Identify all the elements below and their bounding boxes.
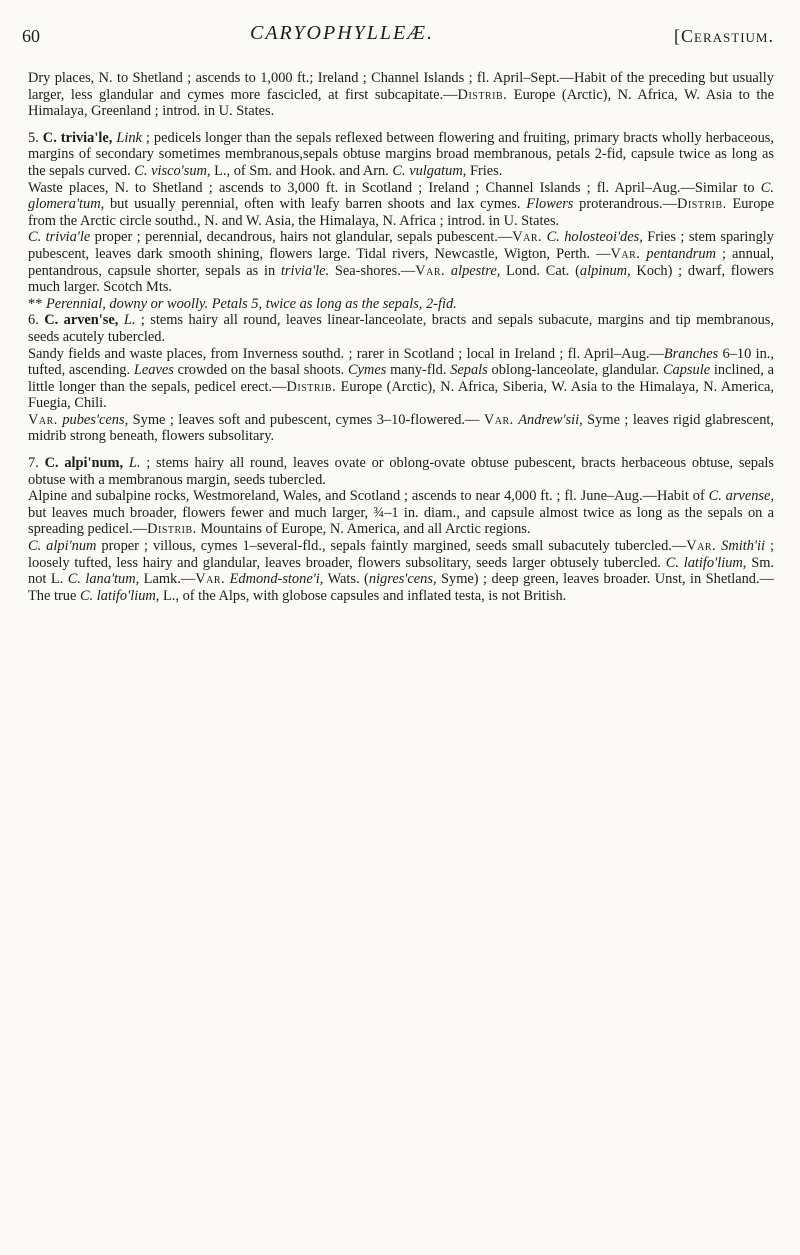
text-run: pentandrum (646, 245, 716, 262)
text-run: L. (128, 455, 141, 472)
page-header (22, 22, 774, 50)
page-number: 60 (22, 26, 40, 46)
text-run: Edmond-stone'i, (229, 571, 324, 588)
text-run: L. (123, 312, 136, 329)
text-run: Var. (483, 411, 514, 428)
text-run: C. trivia'le (28, 229, 91, 246)
text-run: C. lana'tum, (67, 571, 140, 588)
text-paragraph (28, 346, 774, 412)
text-paragraph (28, 412, 774, 445)
text-run: crowded on the basal shoots. (173, 362, 348, 379)
text-run: Fries. (466, 162, 503, 179)
text-run: Var. (28, 411, 58, 428)
text-run: C. visco'sum, (134, 162, 211, 179)
text-run: Sm. not L. (28, 554, 774, 588)
text-run: trivia'le. (280, 262, 330, 279)
text-run: Cymes (347, 362, 387, 379)
text-run: Capsule (662, 362, 711, 379)
text-paragraph (28, 312, 774, 345)
page-body-text (28, 70, 774, 604)
text-paragraph (28, 455, 774, 488)
text-run: ; stems hairy all round, leaves linear-lanceolate, bracts and sepals subacute, margins and tip membranous, seeds acutely tubercled. (28, 312, 774, 345)
text-run: Perennial, downy or woolly. Petals 5, twice as long as the sepals, 2-fid. (46, 295, 457, 312)
text-run: ; stems hairy all round, leaves ovate or oblong-ovate obtuse pubescent, bracts herbaceous obtuse, sepals obtuse with a membranous margin, seeds tubercled. (28, 455, 774, 488)
text-run: proper ; perennial, decandrous, hairs not glandular, sepals pubescent.— (90, 229, 513, 246)
text-run: ** (28, 295, 46, 312)
text-run: but leaves much broader, flowers fewer and much larger, ¾–1 in. diam., and capsule almost twice as long as the sepals on a spreading pedicel.— (28, 504, 774, 538)
text-run: C. arven'se, (44, 312, 119, 329)
text-run: ; pedicels longer than the sepals reflexed between flowering and fruiting, primary bracts wholly herbaceous, margins of secondary sometimes membranous,sepals obtuse margins broad membranous, petals 2-fid, capsule twice as long as the sepals curved. (28, 129, 774, 179)
text-run: Europe (Arctic), N. Africa, W. Asia to the Himalaya, Greenland ; introd. in U. States. (28, 86, 775, 120)
text-run: alpestre, (450, 262, 501, 279)
text-run: C. alpi'num (28, 538, 97, 555)
text-paragraph (28, 538, 774, 604)
text-run: Sandy fields and waste places, from Inverness southd. ; rarer in Scotland ; local in Ireland ; fl. April–Aug.— (28, 345, 664, 362)
text-paragraph (28, 296, 774, 313)
text-run: Var. (610, 245, 641, 262)
text-run: C. glomera'tum, (28, 179, 774, 213)
text-run: Europe from the Arctic circle southd., N. and W. Asia, the Himalaya, N. Africa ; introd. in U. States. (28, 196, 775, 229)
text-run: Fries ; stem sparingly pubescent, leaves dark smooth shining, flowers large. Tidal rivers, Newcastle, Wigton, Perth. — (28, 229, 774, 262)
text-run: inclined, a little longer than the sepals, pedicel erect.— (28, 362, 774, 395)
text-run: Leaves (133, 362, 174, 379)
text-run: ; loosely tufted, less hairy and glandular, leaves broader, flowers subsolitary, seeds larger obtusely tubercled. (28, 538, 774, 571)
text-run: Mountains of Europe, N. America, and all Arctic regions. (196, 521, 531, 538)
text-run: Syme ; leaves rigid glabrescent, midrib strong beneath, flowers subsolitary. (28, 411, 774, 445)
text-run: Syme) ; deep green, leaves broader. Unst, in Shetland.—The true (28, 571, 774, 604)
text-run: Koch) ; dwarf, flowers much larger. Scotch Mts. (28, 262, 774, 296)
text-run: alpinum, (579, 262, 631, 279)
text-paragraph (28, 130, 774, 180)
text-paragraph (28, 70, 774, 120)
text-run: Var. (686, 538, 717, 555)
text-run: C. latifo'lium, (665, 554, 747, 571)
text-run: but usually perennial, often with leafy barren shoots and lax cymes. (104, 196, 527, 213)
text-run: Lond. Cat. ( (500, 262, 580, 279)
text-run: Lamk.— (139, 571, 196, 588)
text-run: Smith'ii (721, 538, 765, 555)
text-run: proterandrous.— (573, 196, 678, 213)
text-run: oblong-lanceolate, glandular. (487, 362, 663, 379)
genus-heading: [Cerastium. (674, 26, 774, 46)
text-run: Distrib. (677, 196, 727, 213)
text-run: 6–10 in., tufted, ascending. (28, 345, 774, 379)
text-paragraph (28, 488, 774, 538)
text-run: Branches (663, 345, 719, 362)
text-run: Alpine and subalpine rocks, Westmoreland, Wales, and Scotland ; ascends to near 4,000 ft. ; fl. June–Aug.—Habit of (28, 488, 709, 505)
text-run: 7. (28, 455, 45, 472)
text-run: proper ; villous, cymes 1–several-fld., sepals faintly margined, seeds small subacutely tubercled.— (96, 538, 687, 555)
text-run: L., of the Alps, with globose capsules and inflated testa, is not British. (159, 587, 567, 604)
text-paragraph (28, 180, 774, 230)
text-run: Var. (512, 229, 543, 246)
text-run: Andrew'sii, (518, 411, 583, 428)
text-run: Sepals (450, 362, 488, 379)
text-paragraph (28, 229, 774, 295)
text-run: Waste places, N. to Shetland ; ascends to 3,000 ft. in Scotland ; Ireland ; Channel Islands ; fl. April–Aug.—Similar to (28, 179, 761, 196)
text-run: 6. (28, 312, 45, 329)
text-run: pubes'cens, (62, 411, 129, 428)
text-run: Sea-shores.— (329, 262, 416, 279)
text-run: Distrib. (147, 521, 197, 538)
text-run: Link (116, 129, 142, 146)
text-run: C. vulgatum, (392, 162, 467, 179)
running-title: CARYOPHYLLEÆ. (250, 22, 435, 44)
text-run: C. trivia'le, (42, 129, 113, 146)
text-run: Var. (195, 571, 226, 588)
text-run: C. arvense, (708, 488, 774, 505)
text-run: C. alpi'num, (44, 455, 124, 472)
paragraph-gap (28, 120, 774, 130)
text-run: Var. (415, 262, 446, 279)
text-run: Wats. ( (323, 571, 369, 588)
text-run: Flowers (526, 196, 574, 213)
paragraph-gap (28, 445, 774, 455)
text-run: Dry places, N. to Shetland ; ascends to 1,000 ft.; Ireland ; Channel Islands ; fl. April–Sept.—Habit of the preceding but usually larger, less glandular and cymes more fascicled, at first subcapitate.— (28, 70, 774, 103)
text-run: C. holosteoi'des, (546, 229, 643, 246)
text-run: nigres'cens, (368, 571, 437, 588)
text-run: L., of Sm. and Hook. and Arn. (210, 162, 393, 179)
text-run: Distrib. (457, 86, 508, 103)
text-run: C. latifo'lium, (79, 587, 160, 604)
text-run: Syme ; leaves soft and pubescent, cymes 3–10-flowered.— (128, 411, 484, 428)
text-run: Distrib. (286, 378, 337, 395)
text-run: ; annual, pentandrous, capsule shorter, sepals as in (28, 245, 774, 279)
text-run: Europe (Arctic), N. Africa, Siberia, W. Asia to the Himalaya, N. America, Fuegia, Chili. (28, 378, 775, 412)
text-run: 5. (28, 129, 43, 146)
text-run: many-fld. (386, 362, 451, 379)
